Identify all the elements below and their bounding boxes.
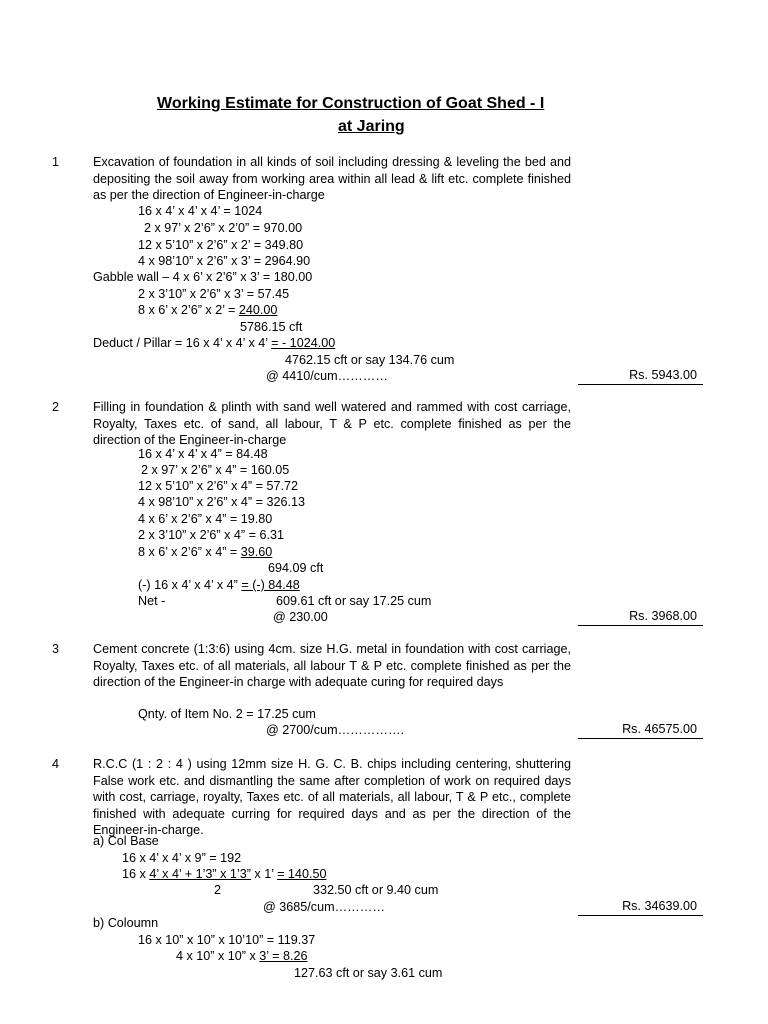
item-number: 4 (52, 757, 60, 771)
calc-rate: @ 230.00 (273, 610, 328, 624)
calc-line: 2 x 97’ x 2’6” x 4” = 160.05 (141, 463, 290, 477)
calc-text: Deduct / Pillar = 16 x 4’ x 4’ x 4’ (93, 336, 272, 350)
calc-line: 12 x 5’10” x 2’6” x 2’ = 349.80 (138, 238, 304, 252)
calc-label: Net - (138, 594, 166, 608)
calc-line: Gabble wall – 4 x 6’ x 2’6” x 3’ = 180.00 (93, 270, 313, 284)
calc-deduction: = - 1024.00 (271, 336, 336, 350)
calc-net: 609.61 cft or say 17.25 cum (276, 594, 432, 608)
calc-line: 2 x 97’ x 2’6” x 2’0” = 970.00 (144, 221, 303, 235)
item-description: Cement concrete (1:3:6) using 4cm. size H.G. metal in foundation with cost carriage, Royalty, Taxes etc. of all materials, all labour T & P etc. complete finished as per the direction of the Engineer-in charge with adequate curing for required days (93, 642, 571, 689)
page-title: Working Estimate for Construction of Goat Shed - I (157, 95, 545, 112)
calc-subtotal: 39.60 (240, 545, 273, 559)
sub-item-label: a) Col Base (93, 834, 159, 848)
calc-total: 332.50 cft or 9.40 cum (313, 883, 439, 897)
item-description: Excavation of foundation in all kinds of soil including dressing & leveling the bed and depositing the soil away from working area within all lead & lift etc. complete finished as per the direction of Engineer-in-charge (93, 155, 571, 202)
calc-text: 8 x 6’ x 2’6” x 2’ = (138, 303, 239, 317)
calc-denominator: 2 (214, 883, 222, 897)
calc-line: 16 x 4’ x 4’ x 9” = 192 (122, 851, 242, 865)
item-amount: Rs. 5943.00 (578, 367, 703, 385)
calc-rate: @ 3685/cum………… (263, 900, 385, 914)
calc-line: Qnty. of Item No. 2 = 17.25 cum (138, 707, 316, 721)
calc-rate: @ 2700/cum……………. (266, 723, 405, 737)
calc-deduction: = (-) 84.48 (241, 578, 300, 592)
calc-text: 16 x (122, 867, 150, 881)
item-amount: Rs. 46575.00 (578, 721, 703, 739)
calc-line: 12 x 5’10” x 2’6” x 4” = 57.72 (138, 479, 298, 493)
calc-total: 694.09 cft (268, 561, 324, 575)
calc-line: 4 x 98’10” x 2’6” x 3’ = 2964.90 (138, 254, 311, 268)
item-description: Filling in foundation & plinth with sand well watered and rammed with cost carriage, Royalty, Taxes etc. of sand, all labour, T & P etc. complete finished as per the direction of the Engineer-in-charge (93, 400, 571, 447)
calc-text: (-) 16 x 4’ x 4’ x 4” (138, 578, 242, 592)
calc-line (138, 544, 272, 560)
calc-total: 5786.15 cft (240, 320, 303, 334)
calc-total: 127.63 cft or say 3.61 cum (294, 966, 443, 980)
calc-line (176, 948, 308, 964)
page-subtitle: at Jaring (338, 118, 405, 135)
calc-subtotal: 3’ = 8.26 (259, 949, 308, 963)
calc-rate: @ 4410/cum………… (266, 369, 388, 383)
calc-line: 4 x 98’10” x 2’6” x 4” = 326.13 (138, 495, 305, 509)
item-amount: Rs. 3968.00 (578, 608, 703, 626)
calc-line: 2 x 3’10” x 2’6” x 3’ = 57.45 (138, 287, 290, 301)
item-amount: Rs. 34639.00 (578, 898, 703, 916)
sub-item-label: b) Coloumn (93, 916, 159, 930)
calc-subtotal: 240.00 (238, 303, 278, 317)
calc-line: 16 x 4’ x 4’ x 4” = 84.48 (138, 447, 268, 461)
calc-line (138, 302, 277, 318)
calc-line: 2 x 3’10” x 2’6” x 4” = 6.31 (138, 528, 284, 542)
calc-numerator: 4’ x 4’ + 1’3” x 1’3” (149, 867, 251, 881)
calc-line (122, 866, 326, 882)
calc-subtotal: = 140.50 (277, 867, 327, 881)
calc-line: 4 x 6’ x 2’6” x 4” = 19.80 (138, 512, 273, 526)
calc-text: x 1’ (250, 867, 278, 881)
calc-text: 8 x 6’ x 2’6” x 4” = (138, 545, 241, 559)
calc-text: 4 x 10” x 10” x (176, 949, 260, 963)
item-number: 3 (52, 642, 60, 656)
calc-line: 16 x 4’ x 4’ x 4’ = 1024 (138, 204, 263, 218)
calc-line: 16 x 10” x 10” x 10’10” = 119.37 (138, 933, 316, 947)
item-number: 1 (52, 155, 60, 169)
item-number: 2 (52, 400, 60, 414)
calc-line (138, 577, 300, 593)
item-description: R.C.C (1 : 2 : 4 ) using 12mm size H. G. C. B. chips including centering, shuttering False work etc. and dismantling the same after completion of work on required days with cost, carriage, royalty, Taxes etc. of all materials, all labour, T & P etc., complete finished with adequate curring for required days and as per the direction of the Engineer-in-charge. (93, 757, 571, 837)
calc-net: 4762.15 cft or say 134.76 cum (285, 353, 455, 367)
calc-line (93, 335, 335, 351)
